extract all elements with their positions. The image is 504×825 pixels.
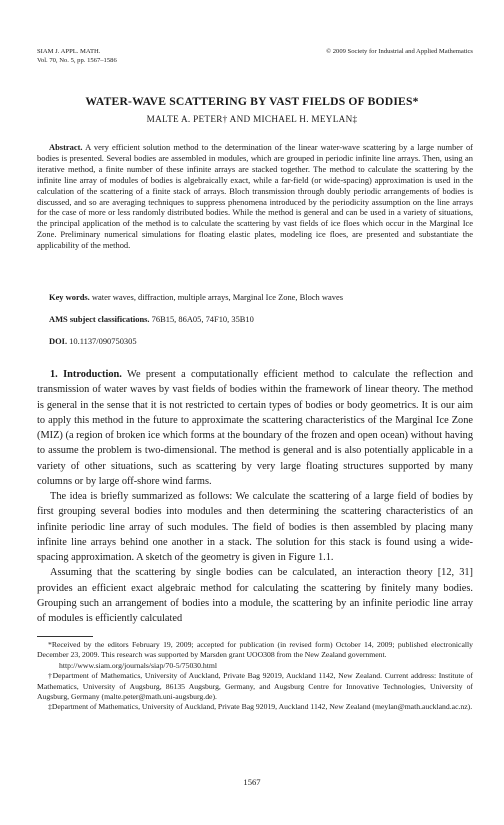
- page-number: 1567: [243, 777, 261, 787]
- paper-authors: MALTE A. PETER† AND MICHAEL H. MEYLAN‡: [146, 114, 358, 124]
- doi-text: 10.1137/090750305: [69, 336, 137, 346]
- intro-paragraph-1: 1. Introduction. We present a computationally efficient method to calculate the reflection and transmission of water waves by vast fields of bodies within the framework of linear theory. The method is general in the sense that it is not restricted to certain types of bodies or body geometrics. It is our aim to apply this method in the future to approximate the scattering characteristics of the Marginal Ice Zone (MIZ) (a region of broken ice which forms at the boundary of the frozen and open ocean) without having to assume the problem is two-dimensional. The method is general and is also potentially applicable in a variety of other situations, such as scattering by very large floating structures supported by many columns or by large off-shore wind farms.: [37, 369, 473, 487]
- journal-name: SIAM J. APPL. MATH.: [37, 48, 101, 55]
- footnote-second-author: ‡Department of Mathematics, University of Auckland, Private Bag 92019, Auckland 1142, New Zealand (meylan@math.auckland.ac.nz).: [48, 702, 473, 712]
- intro-paragraph-2: The idea is briefly summarized as follows: We calculate the scattering of a large field of bodies by first grouping several bodies into modules and then determining the scattering characteristics of an infinite periodic line array of such modules. The field of bodies is then assembled by placing many infinite line arrays behind one another in a stack. The solution for this stack is found using a wide-spacing approximation. A sketch of the geometry is given in Figure 1.1.: [37, 491, 473, 563]
- keywords-text: water waves, diffraction, multiple arrays, Marginal Ice Zone, Bloch waves: [91, 292, 343, 302]
- section-heading: 1. Introduction.: [50, 369, 122, 380]
- footnote-rule: [37, 636, 93, 637]
- ams-classifications: [49, 314, 473, 325]
- copyright-notice: © 2009 Society for Industrial and Applied Mathematics: [326, 48, 473, 55]
- abstract-label: Abstract.: [49, 142, 83, 152]
- footnotes: [37, 640, 473, 713]
- intro-paragraph-3: Assuming that the scattering by single bodies can be calculated, an interaction theory [12, 31] provides an efficient exact algebraic method for calculating the scattering by finitely many bodies. Grouping such an arrangement of bodies into a module, the scattering by an infinite periodic line array of modules is efficiently calculated: [37, 567, 473, 624]
- introduction-section: [37, 367, 473, 626]
- footnote-url[interactable]: http://www.siam.org/journals/siap/70-5/75030.html: [59, 660, 218, 670]
- abstract: [37, 142, 473, 251]
- ams-label: AMS subject classifications.: [49, 314, 150, 324]
- keywords: [49, 292, 473, 303]
- footnote-received: *Received by the editors February 19, 2009; accepted for publication (in revised form) October 14, 2009; published electronically December 23, 2009. This research was supported by Marsden grant UOO308 from the New Zealand government. http://www.siam.org/journals/siap/70-5/75030.html: [37, 640, 473, 670]
- keywords-label: Key words.: [49, 292, 90, 302]
- abstract-text: A very efficient solution method to the determination of the linear water-wave scattering by a large number of bodies is presented. Several bodies are assembled in modules, which are grouped in periodic infinite line arrays. Then, using an iterative method, a finite number of these infinite arrays are stacked together. The method to calculate the scattering by the infinite line array of modules of bodies is algebraically exact, while a far-field (or wide-spacing) approximation is used in the calculation of the scattering of a finite stack of arrays. Bloch transmission through doubly periodic arrangements of bodies is discussed, and so are averaging techniques to suppress phenomena introduced by the periodicity assumption on the line arrays for the case of more or less randomly distributed bodies. While the method is general and can be used in a variety of situations, the principal application of the method is to calculate the scattering by vast fields of ice floes which occur in the Marginal Ice Zone. Preliminary numerical simulations for floating elastic plates, modeling ice floes, are presented and substantiate the applicability of the method.: [37, 142, 473, 251]
- paper-title: WATER-WAVE SCATTERING BY VAST FIELDS OF BODIES*: [85, 95, 419, 108]
- journal-info: [37, 47, 117, 65]
- footnote-first-author: †Department of Mathematics, University of Auckland, Private Bag 92019, Auckland 1142, New Zealand. Current address: Institute of Mathematics, University of Augsburg, 86135 Augsburg, Germany, and Augsburg Centre for Innovative Technologies, University of Augsburg, Germany (malte.peter@math.uni-augsburg.de).: [37, 671, 473, 702]
- volume-info: Vol. 70, No. 5, pp. 1567–1586: [37, 57, 117, 64]
- doi-label: DOI.: [49, 336, 68, 346]
- ams-text: 76B15, 86A05, 74F10, 35B10: [151, 314, 254, 324]
- running-header: [37, 47, 473, 65]
- doi: [49, 336, 473, 347]
